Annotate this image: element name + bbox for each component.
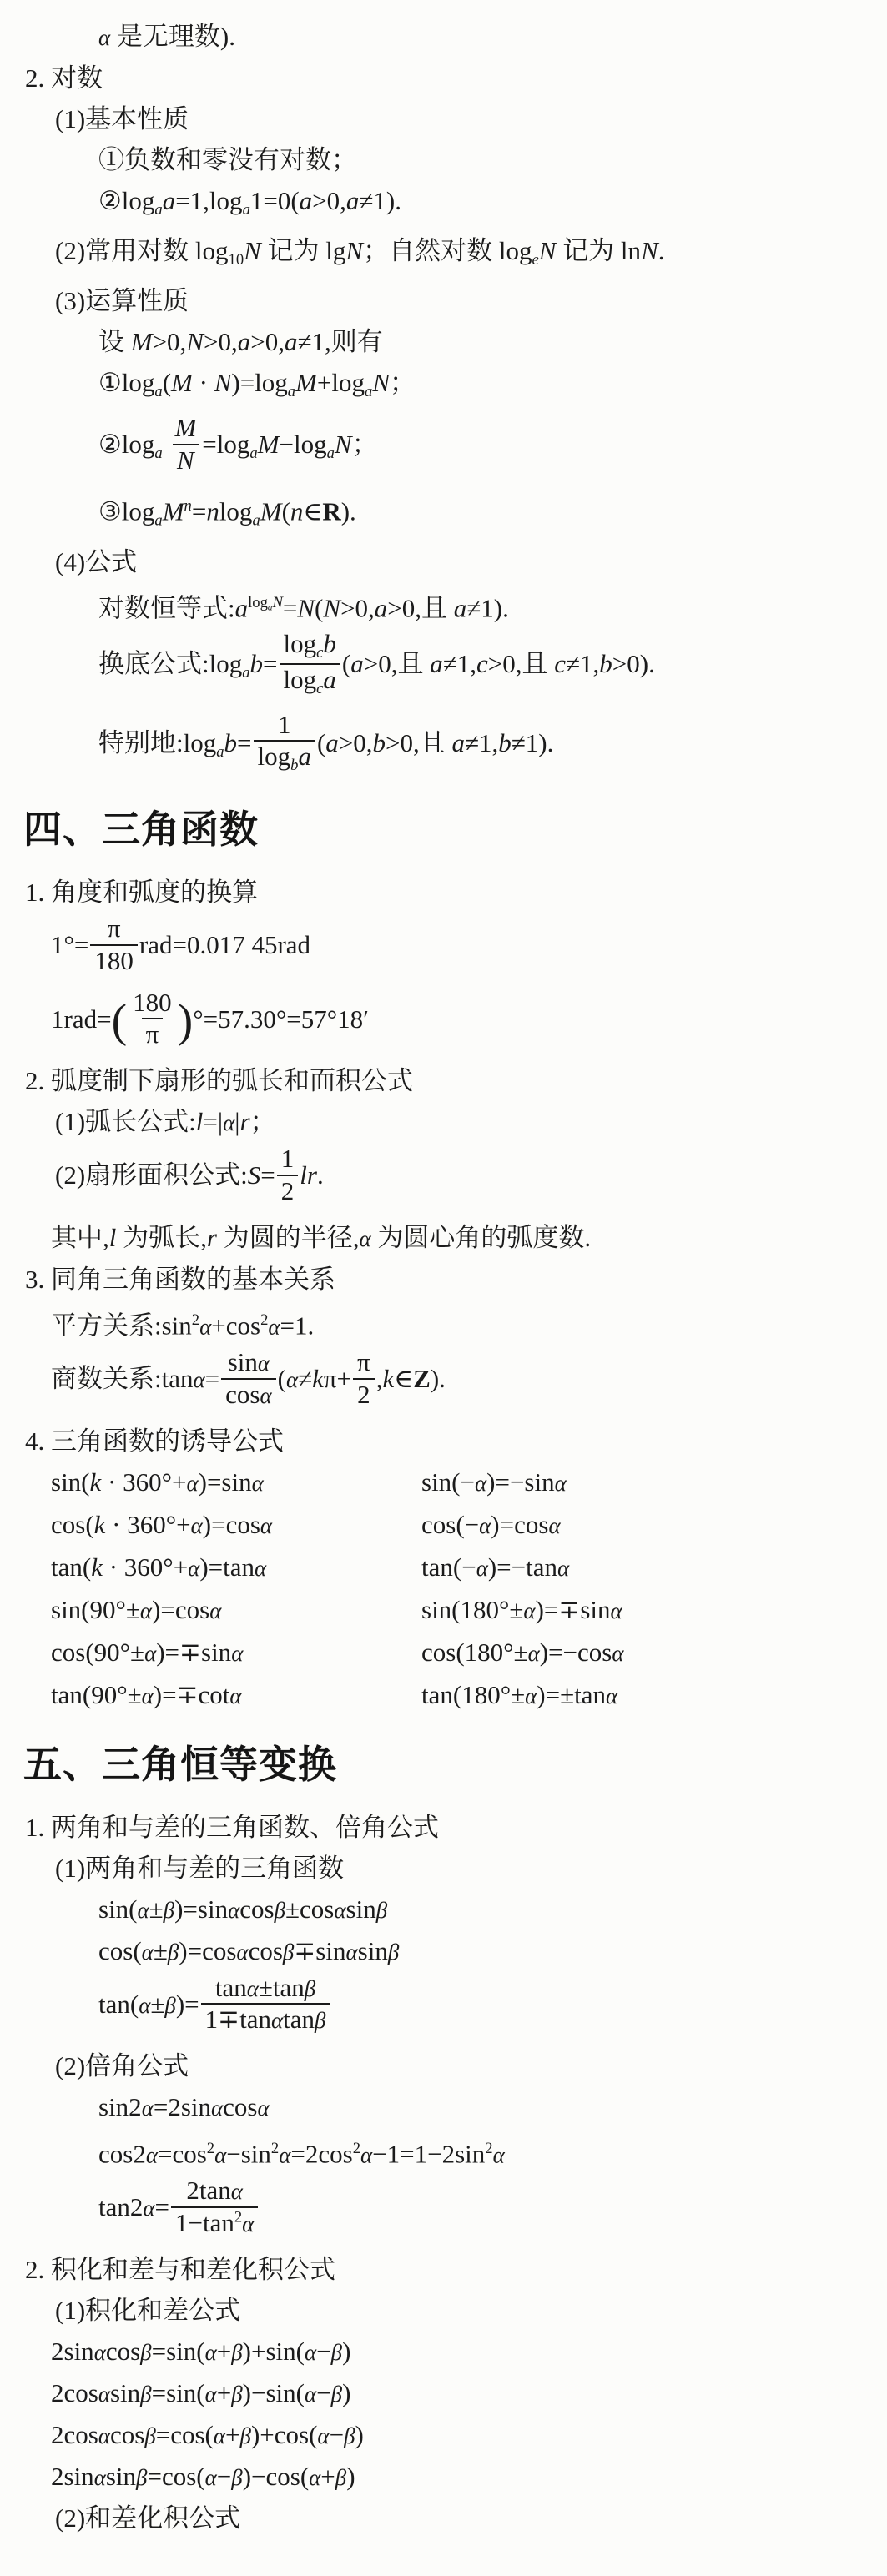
doc-line: 2. 弧度制下扇形的弧长和面积公式 (25, 1066, 413, 1096)
doc-line: 特别地$:\log_ab=$ $\frac{1}{\log_ba}$ (a>0,b>0,且 a≠1,b≠1). (98, 709, 554, 775)
doc-line: 2cosαsinβ=sin(α+β)−sin(α−β) (51, 2377, 351, 2407)
fraction: $\frac{1}{\log_ba}$ (254, 711, 315, 775)
doc-line: (2)和差化积公式 (55, 2503, 241, 2533)
fraction: $\frac{\log_cb}{\log_ca}$ (280, 630, 340, 698)
doc-line: sin(α±β)=sinαcosβ±cosαsinβ (98, 1894, 388, 1924)
doc-line: (3)运算性质 (55, 285, 189, 315)
section-heading: 五、三角恒等变换 (23, 1742, 337, 1786)
big-paren: ) (177, 994, 194, 1047)
fraction: $\frac{\tan\alpha\pm\tan\beta}{1\mp\tan\alpha\tan\beta}$ (201, 1974, 330, 2035)
fraction: $\frac{\sin\alpha}{\cos\alpha}$ (221, 1348, 275, 1409)
doc-line: 3. 同角三角函数的基本关系 (25, 1264, 335, 1294)
doc-line: 2. 积化和差与和差化积公式 (25, 2254, 335, 2284)
doc-line: 对数恒等式$:a^{log_aN}=N(N>0,a>0$,且 a≠1). (98, 593, 509, 623)
fraction: $\frac{M}{N}$ (170, 414, 200, 475)
fraction: $\frac{\pi}{2}$ (353, 1348, 375, 1409)
formula-left: tan(k · 360°+α)=tanα (51, 1552, 267, 1582)
doc-line: 设 M>0,N>0,a>0,a≠1,则有 (98, 326, 383, 356)
formula-right: tan(180°±α)=±tanα (421, 1679, 618, 1709)
formula-right: sin(−α)=−sinα (421, 1467, 567, 1497)
doc-line: 换底公式$:\log_ab=$ $\frac{\log_cb}{\log_ca}$ (a>0,且 a≠1,c>0,且 c≠1,b>0). (98, 629, 655, 697)
doc-line: tan(α±β)= $\frac{\tan\alpha\pm\tan\beta}{1\mp\tan\alpha\tan\beta}$ (98, 1976, 879, 2037)
doc-line: tan2α= $\frac{2\tan\alpha}{1-\tan^2\alpha}$ (98, 2179, 879, 2240)
formula-row (51, 1593, 879, 1628)
doc-line: 2. 对数 (25, 63, 103, 93)
doc-line: (2)倍角公式 (55, 2050, 189, 2080)
doc-line: $\cos 2\alpha=\cos^2\alpha-\sin^2\alpha=2\cos^2\alpha-1=1-2\sin^2\alpha$ (98, 2139, 505, 2169)
formula-row (51, 1551, 879, 1585)
doc-line: (1)弧长公式:l=|α|r； (55, 1107, 276, 1137)
formula-row (51, 1466, 879, 1500)
section-heading: 四、三角函数 (23, 808, 259, 852)
formula-right: sin(180°±α)=∓sinα (421, 1594, 622, 1624)
doc-line: $②\log_aa=1,\log_a1=0(a>0,a\ne 1)$. (98, 186, 401, 219)
doc-line: sin2α=2sinαcosα (98, 2091, 270, 2121)
formula-right: cos(−α)=cosα (421, 1509, 561, 1539)
doc-line: (1)两角和与差的三角函数 (55, 1853, 345, 1883)
doc-line: (1)积化和差公式 (55, 2295, 241, 2325)
doc-line: 1. 角度和弧度的换算 (25, 878, 258, 908)
doc-line: (4)公式 (55, 546, 138, 576)
formula-left: cos(90°±α)=∓sinα (51, 1637, 244, 1667)
doc-line: 1rad=( $\frac{180}{\pi}$ )°=57.30°=57°18′ (51, 987, 369, 1049)
fraction: $\frac{2\tan\alpha}{1-\tan^2\alpha}$ (171, 2176, 258, 2237)
fraction: $\frac{1}{2}$ (277, 1145, 299, 1205)
doc-line: $①\log_a(M \cdot N)=\log_aM+\log_aN$； (98, 367, 416, 400)
doc-line: (1)基本性质 (55, 104, 189, 133)
document-body (0, 20, 879, 2535)
formula-left: sin(90°±α)=cosα (51, 1594, 222, 1624)
doc-line: $③\log_aM^n=nlog_aM(n\in R)$. (98, 496, 356, 530)
doc-line: (2)常用对数 $\log_{10}N$ 记为 lgN；自然对数 $\log_eN$ 记为 lnN. (55, 235, 665, 269)
big-paren: ( (111, 994, 128, 1047)
doc-line: 2sinαsinβ=cos(α−β)−cos(α+β) (51, 2461, 355, 2491)
formula-left: tan(90°±α)=∓cotα (51, 1679, 242, 1709)
fraction: $\frac{180}{\pi}$ (133, 987, 172, 1049)
doc-line: 商数关系:tanα= $\frac{\sin\alpha}{\cos\alpha}$ (α≠kπ+ $\frac{\pi}{2}$ ,k∈Z). (51, 1347, 446, 1409)
fraction: $\frac{\pi}{180}$ (90, 914, 138, 975)
formula-row (51, 1636, 879, 1670)
doc-line: 4. 三角函数的诱导公式 (25, 1426, 284, 1456)
formula-right: tan(−α)=−tanα (421, 1552, 570, 1582)
formula-right: cos(180°±α)=−cosα (421, 1637, 624, 1667)
formula-row (51, 1678, 879, 1713)
doc-line: 1°= $\frac{\pi}{180}$ rad=0.017 45rad (51, 913, 311, 975)
doc-line: 平方关系$:\sin^2\alpha+\cos^2\alpha=1$. (51, 1311, 315, 1341)
doc-line: (2)扇形面积公式:S= $\frac{1}{2}$ lr. (55, 1144, 324, 1205)
doc-line: 2cosαcosβ=cos(α+β)+cos(α−β) (51, 2419, 364, 2449)
doc-line: $②\log_a$ $\frac{M}{N}$ $=\log_aM-\log_aN$； (98, 412, 378, 475)
doc-line: α 是无理数). (98, 22, 235, 51)
doc-line: 2sinαcosβ=sin(α+β)+sin(α−β) (51, 2336, 351, 2366)
doc-line: cos(α±β)=cosαcosβ∓sinαsinβ (98, 1935, 400, 1965)
doc-line: 1. 两角和与差的三角函数、倍角公式 (25, 1812, 439, 1842)
doc-line: 其中,l 为弧长,r 为圆的半径,α 为圆心角的弧度数. (51, 1222, 592, 1252)
formula-left: sin(k · 360°+α)=sinα (51, 1467, 264, 1497)
formula-left: cos(k · 360°+α)=cosα (51, 1509, 273, 1539)
doc-line: ①负数和零没有对数； (98, 145, 357, 174)
formula-row (51, 1508, 879, 1542)
